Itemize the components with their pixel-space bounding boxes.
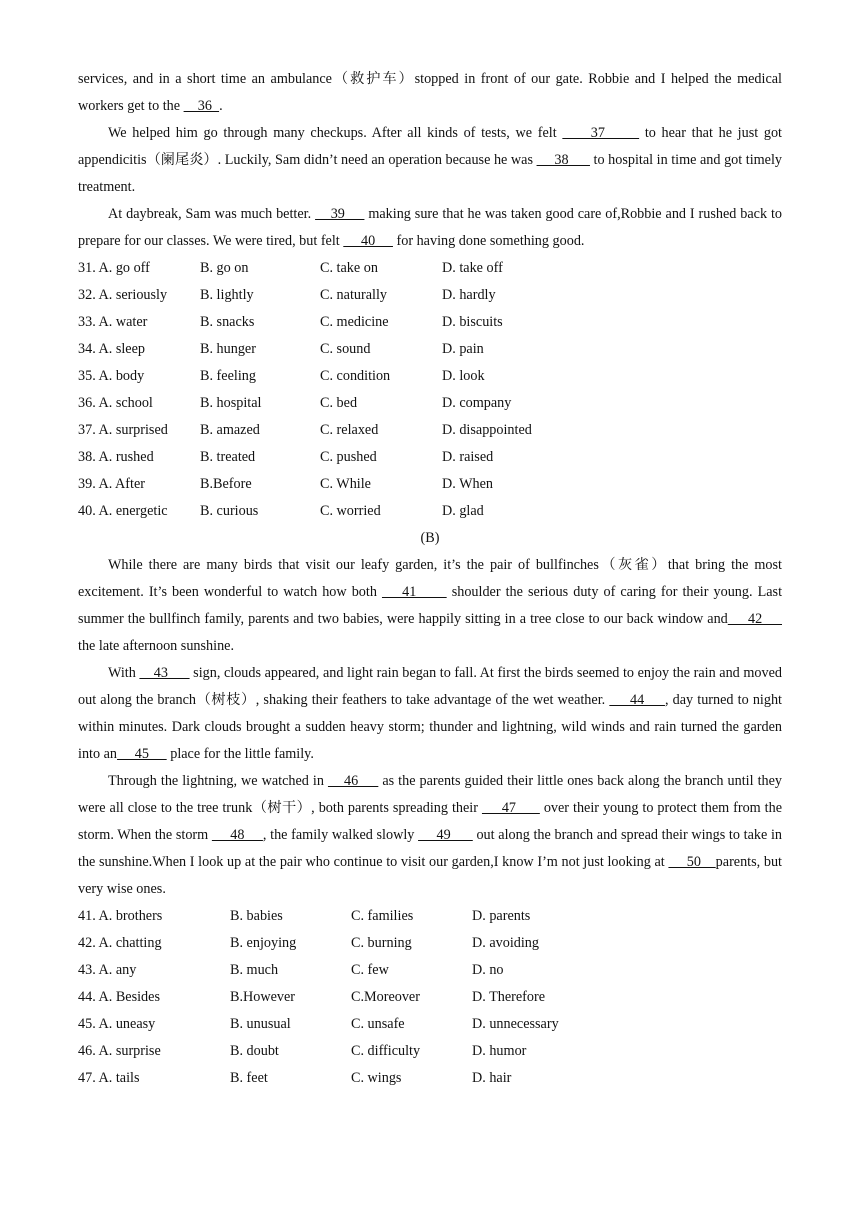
option-c: C. sound <box>320 341 371 357</box>
option-d: D. avoiding <box>472 935 539 951</box>
option-row <box>78 282 782 309</box>
option-d: D. parents <box>472 908 531 924</box>
option-d: D. take off <box>442 260 503 276</box>
option-row <box>78 1038 782 1065</box>
option-c: C.Moreover <box>351 989 420 1005</box>
option-d: D. hair <box>472 1070 512 1086</box>
option-b: B. hunger <box>200 341 256 357</box>
option-row <box>78 444 782 471</box>
passage-b-paragraph-2: With 43 sign, clouds appeared, and light rain began to fall. At first the birds seemed to enjoy the rain and moved out along the branch（树枝）, shaking their feathers to take advantage of the wet weather. 44 , day turned to night within minutes. Dark clouds brought a sudden heavy storm; thunder and lightning, wild winds and rain turned the garden into an 45 place for the little family. <box>78 665 782 762</box>
option-a: 41. A. brothers <box>78 908 163 924</box>
passage-b-paragraph-1: While there are many birds that visit our leafy garden, it’s the pair of bullfinches（灰雀）that bring the most excitement. It’s been wonderful to watch how both 41 shoulder the serious duty of caring for their young. Last summer the bullfinch family, parents and two babies, were happily sitting in a tree close to our back window and 42 the late afternoon sunshine. <box>78 557 783 654</box>
option-c: C. families <box>351 908 414 924</box>
option-c: C. few <box>351 962 389 978</box>
option-c: C. worried <box>320 503 381 519</box>
option-d: D. biscuits <box>442 314 503 330</box>
option-a: 43. A. any <box>78 962 137 978</box>
option-b: B. curious <box>200 503 259 519</box>
answer-blank: 44 <box>609 692 665 708</box>
option-row <box>78 309 782 336</box>
option-row <box>78 255 782 282</box>
option-a: 36. A. school <box>78 395 153 411</box>
option-row <box>78 930 782 957</box>
answer-blank: 43 <box>139 665 190 681</box>
passage-a-paragraph-2: We helped him go through many checkups. After all kinds of tests, we felt 37 to hear that he just got appendicitis（阑尾炎）. Luckily, Sam didn’t need an operation because he was 38 to hospital in time and got timely treatment. <box>78 125 783 195</box>
option-a: 47. A. tails <box>78 1070 140 1086</box>
answer-blank: 39 <box>315 206 365 222</box>
answer-blank: 40 <box>343 233 393 249</box>
option-b: B. go on <box>200 260 249 276</box>
option-b: B. snacks <box>200 314 255 330</box>
option-row <box>78 336 782 363</box>
option-b: B. hospital <box>200 395 262 411</box>
option-b: B. feet <box>230 1070 268 1086</box>
option-d: D. raised <box>442 449 494 465</box>
option-row <box>78 363 782 390</box>
answer-blank: 42 <box>727 611 782 627</box>
option-b: B. lightly <box>200 287 254 303</box>
option-c: C. wings <box>351 1070 402 1086</box>
option-c: C. burning <box>351 935 412 951</box>
passage-b-paragraph-3: Through the lightning, we watched in 46 as the parents guided their little ones back along the branch until they were all close to the tree trunk（树干）, both parents spreading their 47 over their young to protect them from the storm. When the storm 48 , the family walked slowly 49 out along the branch and spread their wings to take in the sunshine.When I look up at the pair who continue to visit our garden,I know I’m not just looking at 50 parents, but very wise ones. <box>78 773 783 897</box>
option-row <box>78 903 782 930</box>
option-c: C. condition <box>320 368 391 384</box>
option-d: D. look <box>442 368 485 384</box>
option-row <box>78 417 782 444</box>
option-row <box>78 390 782 417</box>
answer-blank: 50 <box>668 854 716 870</box>
answer-blank: 48 <box>211 827 263 843</box>
option-d: D. hardly <box>442 287 496 303</box>
option-a: 42. A. chatting <box>78 935 162 951</box>
answer-blank: 38 <box>536 152 590 168</box>
section-b-heading: (B) <box>420 530 440 546</box>
option-d: D. Therefore <box>472 989 546 1005</box>
passage-a-paragraph-1: services, and in a short time an ambulance（救护车）stopped in front of our gate. Robbie and I helped the medical workers get to the 36 . <box>78 71 782 114</box>
exam-page <box>78 66 782 1092</box>
option-a: 37. A. surprised <box>78 422 168 438</box>
option-row <box>78 1065 782 1092</box>
option-c: C. pushed <box>320 449 377 465</box>
option-a: 44. A. Besides <box>78 989 160 1005</box>
option-a: 45. A. uneasy <box>78 1016 156 1032</box>
option-row <box>78 1011 782 1038</box>
answer-blank: 36 <box>183 98 220 114</box>
answer-blank: 49 <box>418 827 473 843</box>
option-row <box>78 957 782 984</box>
option-d: D. company <box>442 395 512 411</box>
option-a: 35. A. body <box>78 368 145 384</box>
option-a: 31. A. go off <box>78 260 150 276</box>
option-d: D. pain <box>442 341 484 357</box>
option-b: B. much <box>230 962 279 978</box>
option-c: C. take on <box>320 260 378 276</box>
option-c: C. medicine <box>320 314 389 330</box>
option-b: B. doubt <box>230 1043 279 1059</box>
option-c: C. unsafe <box>351 1016 405 1032</box>
option-c: C. While <box>320 476 371 492</box>
option-d: D. unnecessary <box>472 1016 559 1032</box>
option-b: B. feeling <box>200 368 256 384</box>
option-b: B. unusual <box>230 1016 291 1032</box>
option-b: B.Before <box>200 476 252 492</box>
answer-blank: 37 <box>562 125 640 141</box>
passage-a-paragraph-3: At daybreak, Sam was much better. 39 making sure that he was taken good care of,Robbie and I rushed back to prepare for our classes. We were tired, but felt 40 for having done something good. <box>78 206 783 249</box>
option-c: C. difficulty <box>351 1043 421 1059</box>
option-row <box>78 471 782 498</box>
option-c: C. naturally <box>320 287 387 303</box>
passage-b-options <box>78 903 782 1092</box>
answer-blank: 46 <box>327 773 379 789</box>
option-a: 38. A. rushed <box>78 449 154 465</box>
answer-blank: 41 <box>381 584 447 600</box>
option-b: B. amazed <box>200 422 260 438</box>
option-a: 33. A. water <box>78 314 148 330</box>
option-d: D. humor <box>472 1043 527 1059</box>
option-b: B. babies <box>230 908 283 924</box>
answer-blank: 45 <box>117 746 167 762</box>
passage-a-options <box>78 255 782 525</box>
option-row <box>78 984 782 1011</box>
option-a: 46. A. surprise <box>78 1043 161 1059</box>
option-a: 34. A. sleep <box>78 341 145 357</box>
option-b: B. enjoying <box>230 935 297 951</box>
option-b: B. treated <box>200 449 256 465</box>
option-a: 32. A. seriously <box>78 287 168 303</box>
option-d: D. disappointed <box>442 422 532 438</box>
option-row <box>78 498 782 525</box>
option-d: D. glad <box>442 503 484 519</box>
option-d: D. no <box>472 962 504 978</box>
option-d: D. When <box>442 476 493 492</box>
answer-blank: 47 <box>481 800 540 816</box>
option-a: 40. A. energetic <box>78 503 168 519</box>
option-b: B.However <box>230 989 296 1005</box>
option-c: C. bed <box>320 395 358 411</box>
option-c: C. relaxed <box>320 422 379 438</box>
option-a: 39. A. After <box>78 476 145 492</box>
